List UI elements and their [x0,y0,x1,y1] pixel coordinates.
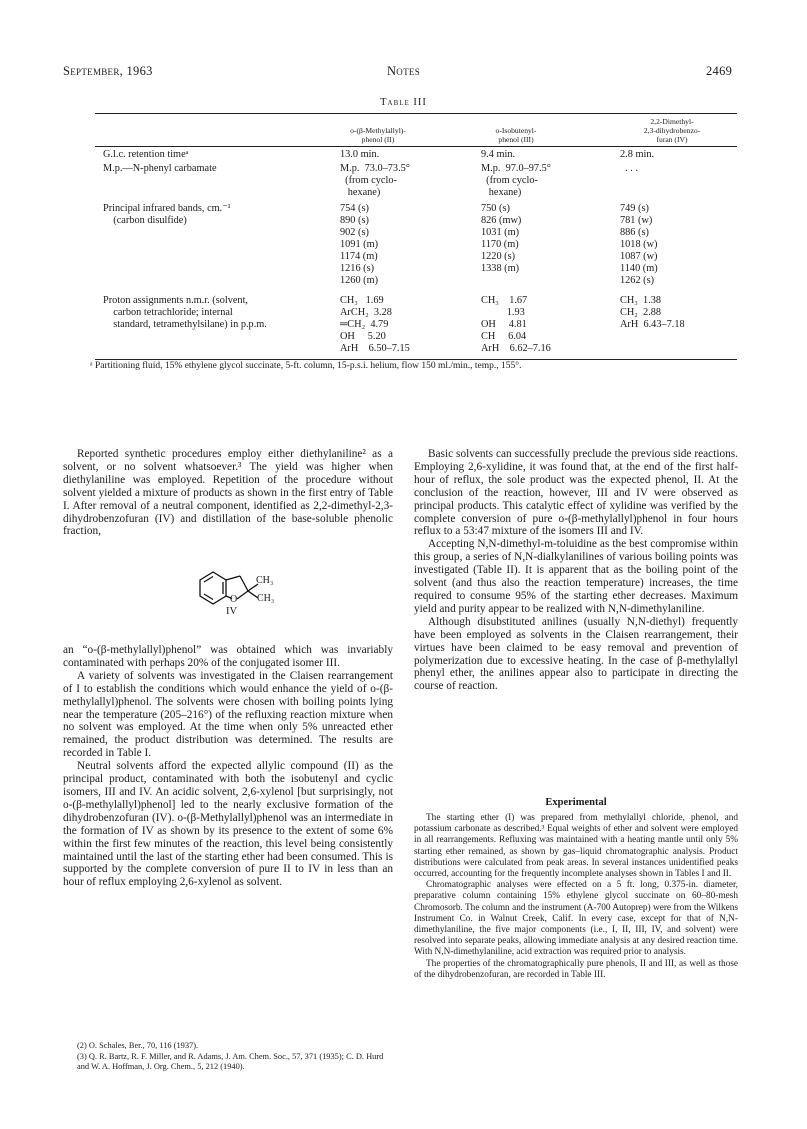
paragraph: Accepting N,N-dimethyl-m-toluidine as the best compromise within this group, a series of N,N-dialkylanilines of various boiling points was investigated (Table II). It is apparent that as the boiling point of the solvent (and thus also the reaction temperature) increases, the time required to consume 95% of the starting ether decreases. Maximum yield and purity appear to be realized with N,N-dimethylaniline. [414,538,738,615]
table-cell: M.p. 73.0–73.5° (from cyclo- hexane) [340,163,410,198]
table-caption: Table III [380,97,427,108]
paragraph: Reported synthetic procedures employ either diethylaniline² as a solvent, or no solvent whatsoever.³ The yield was higher when diethylaniline was employed. Repetition of the procedure without solvent yielded a mixture of products as shown in the first entry of Table I. After removal of a neutral component, identified as 2,2-dimethyl-2,3-dihydrobenzofuran (IV) and distillation of the base-soluble phenolic fraction, [63,448,393,538]
paragraph: Although disubstituted anilines (usually N,N-diethyl) frequently have been employed as solvents in the Claisen rearrangement, their virtues have been claimed to be easy removal and prevention of polymerization due to excessive heating. In the case of β-methylallyl phenyl ether, the anilines appear also to participate in directing the course of reaction. [414,615,738,693]
left-column-bottom [63,644,393,889]
structure-iv [190,562,300,622]
reference-2: (2) O. Schales, Ber., 70, 116 (1937). [77,1041,199,1050]
table-cell: CH₃ 1.69 ArCH₂ 3.28 ═CH₂ 4.79 OH 5.20 ArH 6.50–7.15 [340,295,410,354]
structure-ch3-bottom: CH₃ [257,593,275,604]
running-header-date: September, 1963 [63,64,153,78]
experimental-section [414,813,738,981]
references [63,1041,393,1073]
page-number: 2469 [706,64,733,78]
paragraph: Basic solvents can successfully preclude the previous side reactions. Employing 2,6-xylidine, it was found that, at the end of the first half-hour of reflux, the sole product was the expected phenol, II. At the conclusion of the reaction, however, III and IV were observed as principal products. This catalytic effect of xylidine was verified by the complete conversion of pure o-(β-methylallyl)phenol in four hours reflux to a 53:47 mixture of the isomers III and IV. [414,448,738,538]
table-bottom-rule [95,359,737,360]
paragraph: Chromatographic analyses were effected on a 5 ft. long, 0.375-in. diameter, preparative column containing 15% ethylene glycol succinate on 60–80-mesh Chromosorb. The column and the instrument (A-700 Autoprep) were from the Wilkens Instrument Co. in Walnut Creek, Calif. In every case, except for that of N,N-dimethylaniline, the five major components (i.e., I, II, III, IV, and solvent) were resolved into separate peaks, allowing immediate analysis at any desired reaction time. With N,N-dimethylaniline, acid extraction was required prior to analysis. [414,880,738,958]
table-cell: 750 (s) 826 (mw) 1031 (m) 1170 (m) 1220 (s) 1338 (m) [481,203,522,274]
table-cell: M.p. 97.0–97.5° (from cyclo- hexane) [481,163,551,198]
dihydrobenzofuran-structure-drawing [190,562,300,622]
structure-label: IV [226,606,238,617]
left-column-top [63,448,393,538]
table-footnote: ᵃ Partitioning fluid, 15% ethylene glycol succinate, 5-ft. column, 15-p.s.i. helium, flow 150 ml./min., temp., 155°. [90,361,522,371]
structure-ch3-top: CH₃ [256,575,274,586]
table-cell: . . . [620,163,639,174]
paragraph: an “o-(β-methylallyl)phenol” was obtained which was invariably contaminated with perhaps 20% of the conjugated isomer III. [63,644,393,669]
table-cell: 9.4 min. [481,149,516,160]
table-cell: 13.0 min. [340,149,380,160]
reference-3: (3) Q. R. Bartz, R. F. Miller, and R. Adams, J. Am. Chem. Soc., 57, 371 (1935); C. D. Hurd and W. A. Hoffman, J. Org. Chem., 5, 212 (1940). [77,1051,384,1071]
table-row-label: M.p.—N-phenyl carbamate [103,163,217,174]
table-row-label: Proton assignments n.m.r. (solvent, carbon tetrachloride; internal standard, tetramethylsilane) in p.p.m. [103,295,267,330]
paragraph: The starting ether (I) was prepared from methylallyl chloride, phenol, and potassium carbonate as described.³ Equal weights of ether and solvent were employed in all rearrangements. Refluxing was maintained with a heating mantle until only 5% starting ether remained, as shown by gas–liquid chromatographic analysis. Product distributions were calculated from peak areas. In several instances unidentified peaks occurred, accounting for the frequently incomplete analyses shown in Tables I and II. [414,813,738,880]
table-top-rule [95,113,737,114]
experimental-heading: Experimental [545,797,607,808]
right-column-top [414,448,738,693]
paragraph: Neutral solvents afford the expected allylic compound (II) as the principal product, contaminated with both the isobutenyl and cyclic isomers, III and IV. An acidic solvent, 2,6-xylenol [but surprisingly, not o-(β-methylallyl)phenol] led to the nearly exclusive formation of the dihydrobenzofuran (IV). o-(β-Methylallyl)phenol was an intermediate in the formation of IV as shown by its presence to the extent of some 6% within the first few minutes of the reaction, this level being consistently maintained until the last of the starting ether had been consumed. This is supported by the complete conversion of pure II to IV in less than an hour of reflux employing 2,6-xylenol as solvent. [63,760,393,889]
table-col-header-iii: o-Isobutenyl- phenol (III) [495,126,537,144]
running-header-section: Notes [386,64,421,78]
table-row-label: Principal infrared bands, cm.⁻¹ (carbon disulfide) [103,203,231,226]
paragraph: A variety of solvents was investigated in the Claisen rearrangement of I to establish the conditions which would enhance the yield of o-(β-methylallyl)phenol. The solvents were chosen with boiling points lying near the temperature (205–216°) of the refluxing reaction mixture when no solvent was employed. At the time when only 5% unreacted ether remained, the product distribution was determined. The results are recorded in Table I. [63,669,393,760]
table-row-label: G.l.c. retention timeᵃ [103,149,189,160]
paragraph: The properties of the chromatographically pure phenols, II and III, as well as those of the dihydrobenzofuran, are recorded in Table III. [414,958,738,980]
table-cell: 749 (s) 781 (w) 886 (s) 1018 (w) 1087 (w) 1140 (m) 1262 (s) [620,203,658,286]
table-cell: CH₃ 1.38 CH₂ 2.88 ArH 6.43–7.18 [620,295,685,330]
structure-oxygen: O [230,594,238,605]
table-header-rule [95,146,737,147]
table-cell: 754 (s) 890 (s) 902 (s) 1091 (m) 1174 (m) 1216 (s) 1260 (m) [340,203,379,286]
table-cell: CH₃ 1.67 1.93 OH 4.81 CH 6.04 ArH 6.62–7.16 [481,295,551,354]
table-col-header-ii: o-(β-Methylallyl)- phenol (II) [350,126,406,144]
table-col-header-iv: 2,2-Dimethyl- 2,3-dihydrobenzo- furan (IV) [643,117,701,144]
table-cell: 2.8 min. [620,149,655,160]
